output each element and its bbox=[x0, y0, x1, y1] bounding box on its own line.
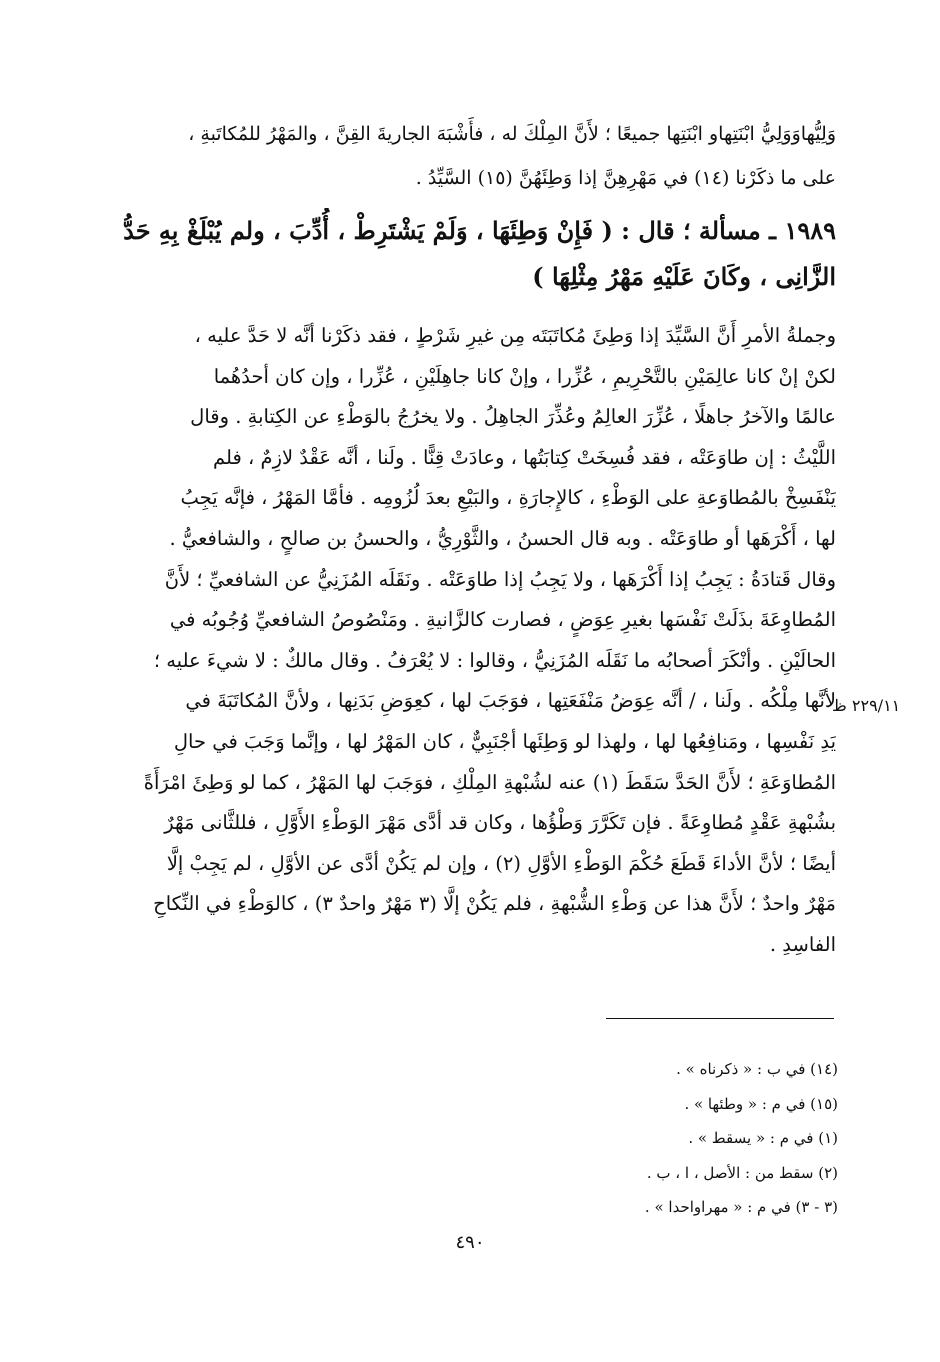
footnote: (١٥) في م : « وطئها » . bbox=[684, 1094, 838, 1113]
body-line: أيضًا ؛ لأنَّ الأداءَ قَطَعَ حُكْمَ الوَطْءِ الأوَّلِ (٢) ، وإن لم يَكُنْ أدَّى عن الأوَّلِ ، لم يَجِبْ إلَّا bbox=[166, 851, 836, 875]
body-line: بشُبْهةِ عَقْدٍ مُطاوِعَةً . فإن تَكَرَّرَ وَطْؤُها ، وكان قد أدَّى مَهْرَ الوَطْءِ الأَوَّلِ ، فللثَّانى مَهْرٌ bbox=[164, 811, 836, 835]
page-number: ٤٩٠ bbox=[455, 1232, 485, 1253]
masala-line-1: ١٩٨٩ ـ مسألة ؛ قال : ( فَإِنْ وَطِئَهَا ، وَلَمْ يَشْتَرِطْ ، أُدِّبَ ، ولم يُبْلَغْ بِهِ حَدُّ bbox=[123, 216, 836, 245]
body-line: وقال قَتادَةُ : يَجِبُ إذا أَكْرَهَها ، ولا يَجِبُ إذا طاوَعَتْه . ونَقَلَه المُزَنِيُّ عن الشافعيِّ ؛ لأَنَّ bbox=[164, 567, 836, 591]
intro-line-2: على ما ذكَرْنا (١٤) في مَهْرِهِنَّ إذا وَطِئَهُنَّ (١٥) السَّيِّدُ . bbox=[415, 167, 836, 189]
body-line: عالمًا والآخرُ جاهلًا ، عُزِّرَ العالِمُ وعُذِّرَ الجاهِلُ . ولا يخرُجُ بالوَطْءِ عن الكِتابةِ . وقال bbox=[190, 405, 836, 429]
body-line: يَدِ نَفْسِها ، ومَنافِعُها لها ، ولهذا لو وَطِئَها أجْنَبِيٌّ ، كان المَهْرُ لها ، وإنَّما وَجَبَ في حالِ bbox=[173, 729, 836, 753]
footnote-divider bbox=[606, 1018, 834, 1019]
footnote: (١٤) في ب : « ذكرناه » . bbox=[676, 1060, 838, 1078]
masala-heading bbox=[112, 208, 836, 300]
footnote: (١) في م : « يسقط » . bbox=[688, 1129, 838, 1147]
body-line: لأنَّها مِلْكُه . ولَنا ، / أنَّه عِوَضُ مَنْفَعَتِها ، فوَجَبَ لها ، كعِوَضِ بَدَنِها ، ولأنَّ المُكاتَبَةَ في bbox=[185, 689, 836, 713]
body-line: يَنْفَسِخْ بالمُطاوَعةِ على الوَطْءِ ، كالإِجارَةِ ، والبَيْعِ بعدَ لُزُومِه . فأمَّا المَهْرُ ، فإنَّه يَجِبُ bbox=[180, 486, 836, 510]
body-line: لها ، أَكْرَهَها أو طاوَعَتْه . وبه قال الحسنُ ، والثَّوْرِيُّ ، والحسنُ بن صالحٍ ، والشافعيُّ . bbox=[169, 526, 836, 550]
body-line: وجملةُ الأمرِ أَنَّ السَّيِّدَ إذا وَطِئَ مُكاتَبَتَه مِن غيرِ شَرْطٍ ، فقد ذكَرْنا أنَّه لا حَدَّ عليه ، bbox=[194, 324, 836, 347]
footnote: (٢) سقط من : الأصل ، ا ، ب . bbox=[646, 1163, 838, 1182]
body-paragraph bbox=[112, 316, 836, 966]
body-line: اللَّيْثُ : إن طاوَعَتْه ، فقد فُسِخَتْ كِتابَتُها ، وعادَتْ قِنًّا . ولَنا ، أنَّه عَقْدٌ لازِمٌ ، فلم bbox=[213, 445, 836, 469]
footnotes bbox=[520, 1052, 838, 1225]
intro-paragraph bbox=[112, 112, 836, 200]
margin-page-reference: ٢٢٩/١١ ظ bbox=[832, 696, 901, 715]
body-line: الحالَيْنِ . وأنْكَرَ أصحابُه ما نَقَلَه المُزَنِيُّ ، وقالوا : لا يُعْرَفُ . وقال مالكٌ : لا شيءَ عليه ؛ bbox=[153, 648, 836, 672]
body-line: مَهْرٌ واحدٌ ؛ لأَنَّ هذا عن وَطْءِ الشُّبْهةِ ، فلم يَكُنْ إلَّا (٣ مَهْرٌ واحدٌ ٣) ، كالوَطْءِ في النِّكاحِ bbox=[153, 892, 836, 916]
intro-line-1: وَلِيُّهاوَوَلِيُّ ابْنَتِهاو ابْنَتِها جميعًا ؛ لأَنَّ المِلْكَ له ، فأَشْبَهَ الجاريةَ القِنَّ ، والمَهْرُ للمُكاتَبةِ ، bbox=[188, 123, 836, 145]
body-line: المُطاوِعَةَ بذَلَتْ نَفْسَها بغيرِ عِوَضٍ ، فصارت كالزَّانيةِ . ومَنْصُوصُ الشافعيِّ وُجُوبُه في bbox=[169, 608, 836, 632]
footnote: (٣ - ٣) في م : « مهراواحدا » . bbox=[644, 1198, 838, 1216]
body-line: الفاسِدِ . bbox=[769, 932, 836, 956]
masala-line-2: الزَّانِى ، وكَانَ عَلَيْهِ مَهْرُ مِثْلِهَا ) bbox=[532, 262, 836, 291]
body-line: لكنْ إنْ كانا عالِمَيْنِ بالتَّحْرِيمِ ، عُزِّرا ، وإنْ كانا جاهِلَيْنِ ، عُزِّرا ، وإن كان أحدُهُما bbox=[213, 364, 836, 388]
body-line: المُطاوَعَةِ ؛ لأَنَّ الحَدَّ سَقَطَ (١) عنه لشُبْهةِ المِلْكِ ، فوَجَبَ لها المَهْرُ ، كما لو وَطِئَ امْرَأَةً bbox=[143, 770, 836, 794]
